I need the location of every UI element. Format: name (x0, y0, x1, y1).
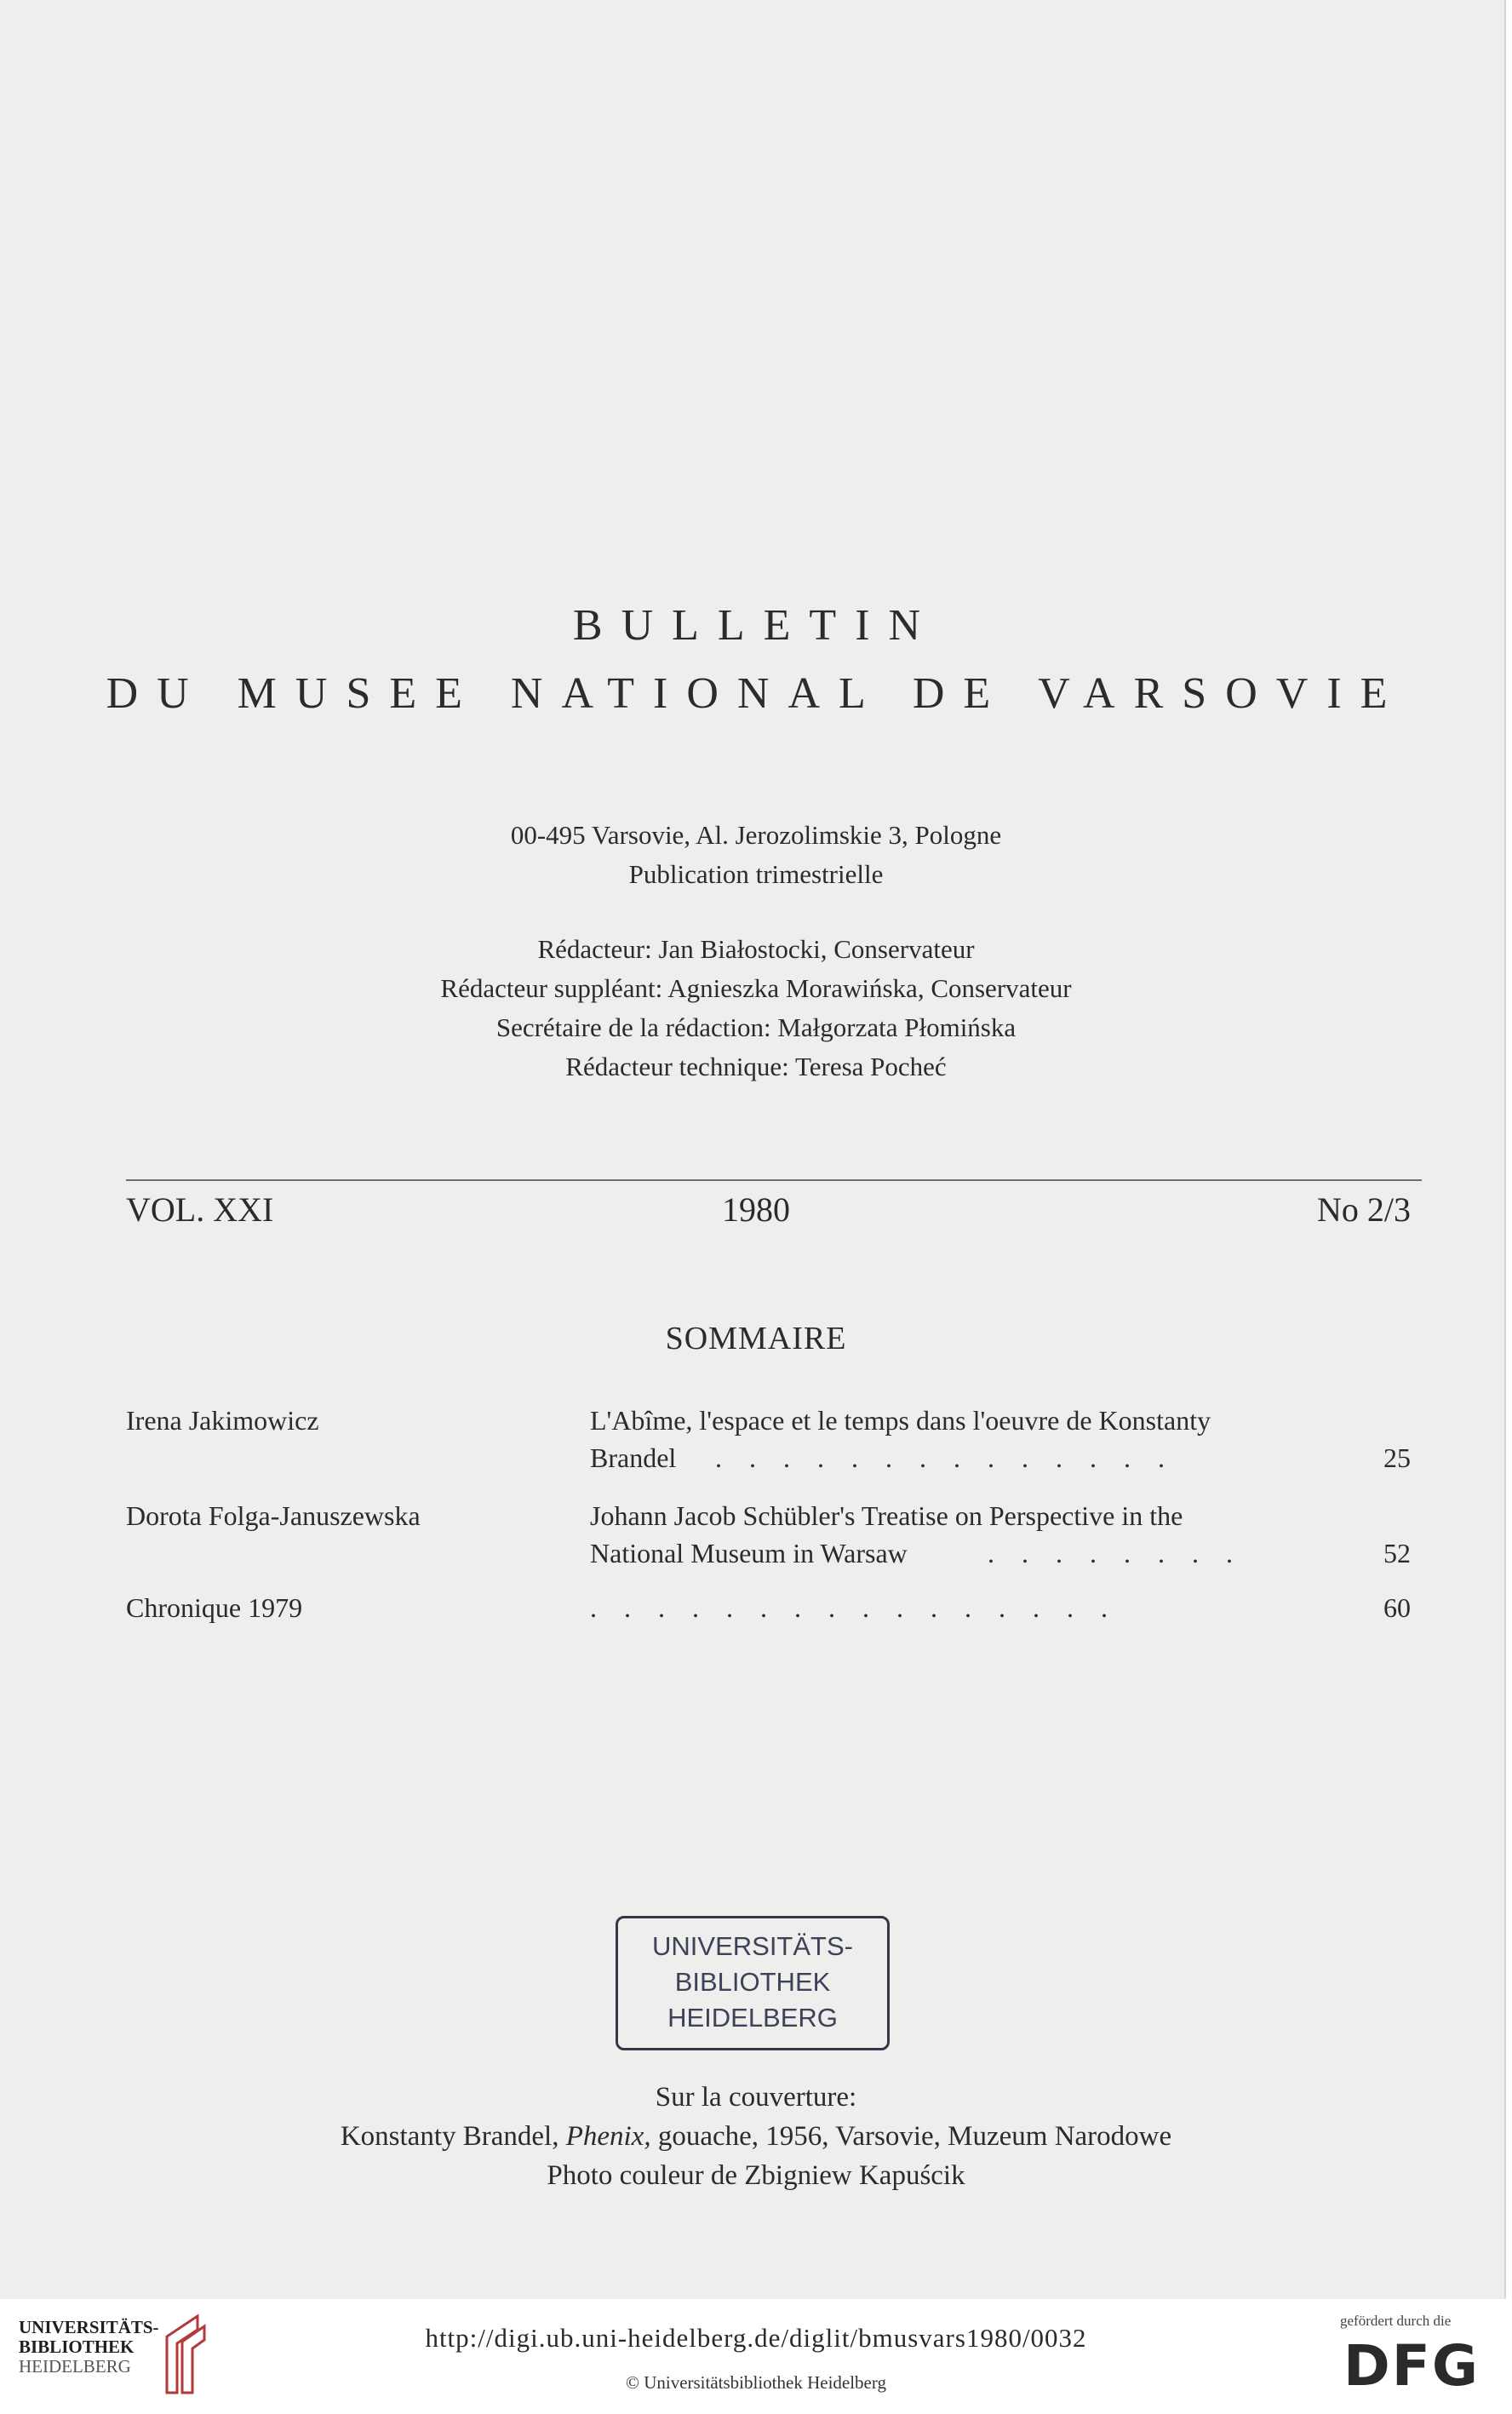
logo-line: UNIVERSITÄTS- (19, 2317, 159, 2337)
cover-artwork-title: Phenix, (565, 2121, 651, 2152)
museum-title: DU MUSEE NATIONAL DE VARSOVIE (106, 669, 1406, 718)
toc-page-number: 60 (1383, 1592, 1411, 1623)
frequency-line: Publication trimestrielle (628, 859, 884, 889)
logo-line: BIBLIOTHEK (19, 2337, 135, 2357)
stamp-line: UNIVERSITÄTS- (652, 1931, 853, 1961)
toc-leader-dots: . . . . . . . . (988, 1538, 1243, 1568)
cover-photo-credit: Photo couleur de Zbigniew Kapuścik (547, 2160, 965, 2191)
toc-author: Dorota Folga-Januszewska (126, 1500, 421, 1531)
viewer-footer (0, 2299, 1512, 2414)
cover-artwork-details: gouache, 1956, Varsovie, Muzeum Narodowe (657, 2121, 1172, 2152)
volume-year: 1980 (722, 1190, 790, 1229)
funding-label: gefördert durch die (1340, 2313, 1452, 2329)
volume-number: VOL. XXI (126, 1190, 274, 1229)
toc-title: Johann Jacob Schübler's Treatise on Perspective in the (590, 1500, 1183, 1531)
cover-caption-credit (0, 2117, 1512, 2156)
toc-leader-dots: . . . . . . . . . . . . . . . . (590, 1592, 1118, 1623)
library-stamp (616, 1916, 890, 2050)
toc-leader-dots: . . . . . . . . . . . . . . (715, 1442, 1175, 1473)
toc-title: L'Abîme, l'espace et le temps dans l'oeuvre de Konstanty (590, 1405, 1211, 1436)
address-line: 00-495 Varsovie, Al. Jerozolimskie 3, Pologne (510, 820, 1002, 850)
bulletin-title: BULLETIN (572, 601, 940, 650)
staff-secretary: Secrétaire de la rédaction: Małgorzata Płomińska (495, 1012, 1017, 1042)
stamp-line: HEIDELBERG (667, 2003, 838, 2033)
toc-title-continued: National Museum in Warsaw (590, 1538, 908, 1568)
permalink-url[interactable]: http://digi.ub.uni-heidelberg.de/diglit/bmusvars1980/0032 (425, 2323, 1087, 2353)
toc-page-number: 25 (1383, 1442, 1411, 1473)
stamp-line: BIBLIOTHEK (674, 1967, 831, 1997)
logo-line: HEIDELBERG (19, 2356, 131, 2377)
cover-caption-heading: Sur la couverture: (655, 2082, 857, 2113)
toc-title-continued: Brandel (590, 1442, 677, 1473)
toc-author: Chronique 1979 (126, 1592, 303, 1623)
cover-artist: Konstanty Brandel, (340, 2121, 559, 2152)
sommaire-heading: SOMMAIRE (665, 1321, 847, 1356)
divider-rule (126, 1179, 1422, 1181)
staff-technical-editor: Rédacteur technique: Teresa Pocheć (565, 1052, 947, 1081)
dfg-logo[interactable]: DFG (1343, 2333, 1480, 2399)
staff-deputy-editor: Rédacteur suppléant: Agnieszka Morawińska, Conservateur (440, 973, 1072, 1003)
issue-number: No 2/3 (1317, 1190, 1411, 1229)
toc-author: Irena Jakimowicz (126, 1405, 319, 1436)
copyright-notice: © Universitätsbibliothek Heidelberg (625, 2372, 886, 2393)
staff-editor: Rédacteur: Jan Białostocki, Conservateur (537, 934, 975, 964)
toc-page-number: 52 (1383, 1538, 1411, 1568)
